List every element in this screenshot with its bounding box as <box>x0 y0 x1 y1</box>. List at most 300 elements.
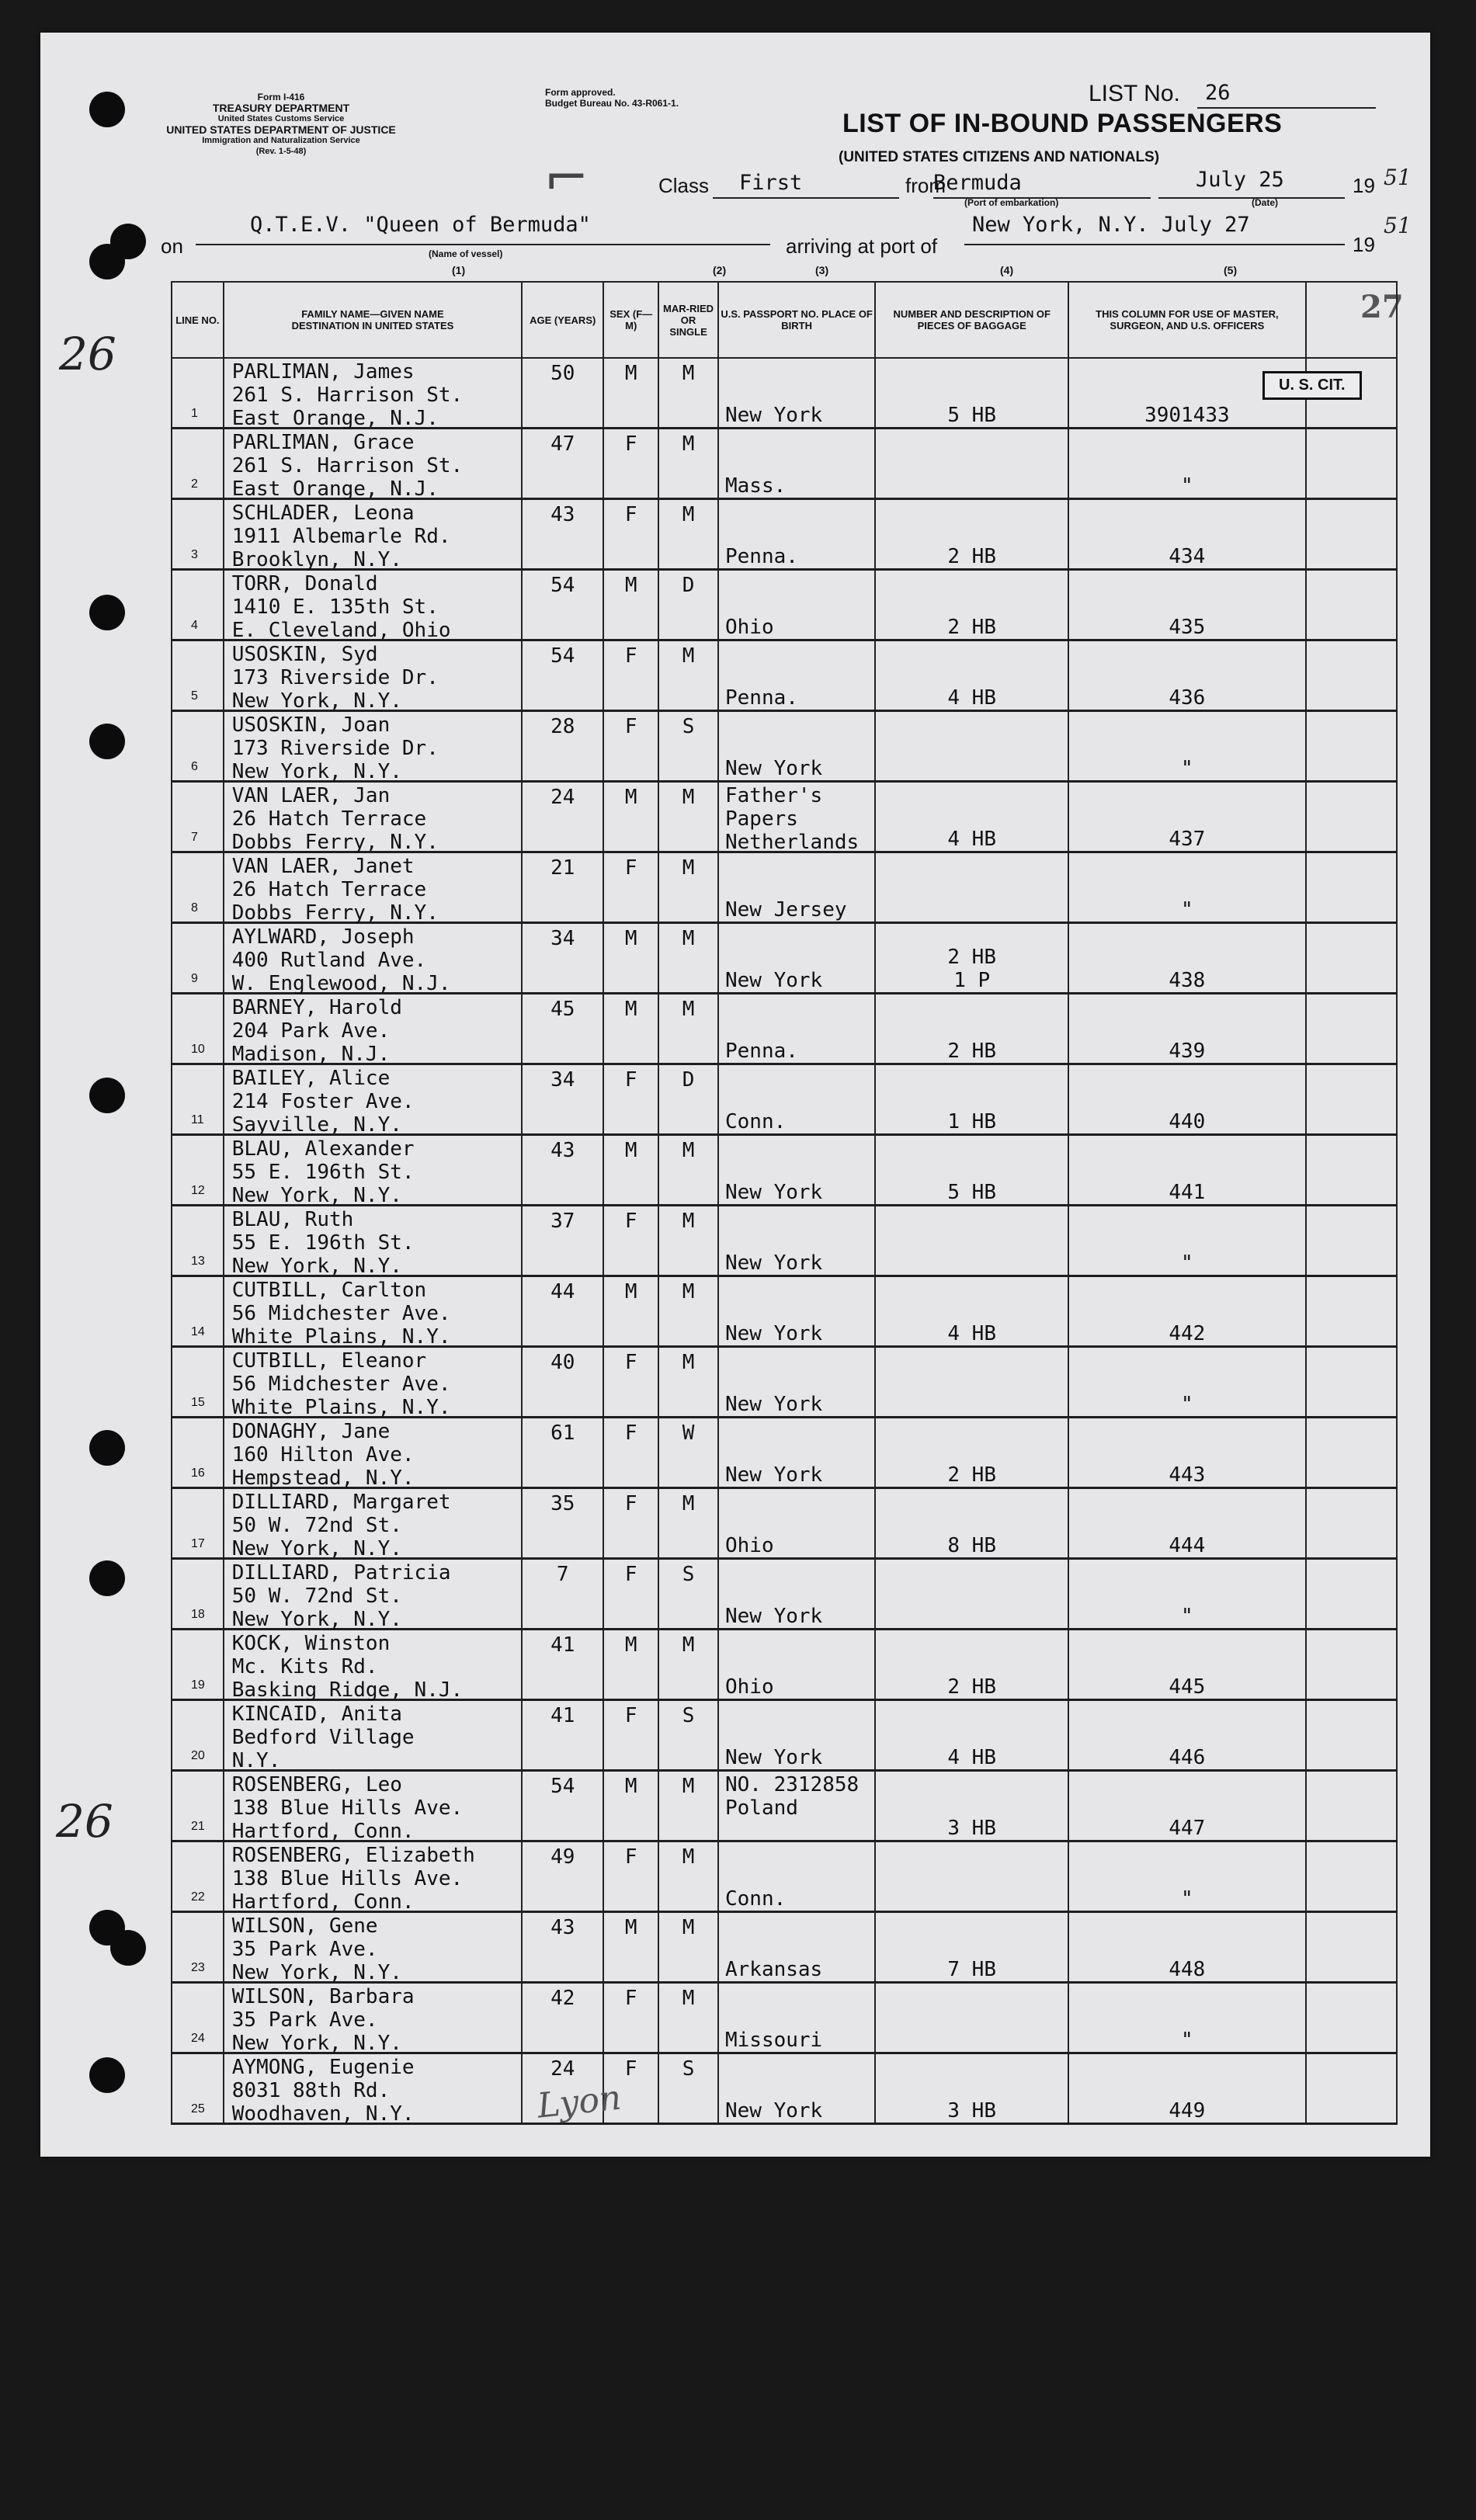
place-cell <box>718 1771 875 1841</box>
baggage-cell <box>875 782 1068 852</box>
name-cell <box>224 1630 522 1700</box>
baggage: 4 HB <box>947 828 996 851</box>
place-cell <box>718 1983 875 2053</box>
age-cell <box>522 570 603 640</box>
baggage: 2 HB 1 P <box>947 946 996 992</box>
blank-cell <box>1306 429 1397 499</box>
place-cell <box>718 1135 875 1206</box>
baggage-cell <box>875 1418 1068 1488</box>
baggage-cell <box>875 1559 1068 1630</box>
officer-cell <box>1068 1064 1305 1135</box>
officer-number: " <box>1181 2029 1193 2052</box>
class-value: First <box>739 171 803 195</box>
place-of-birth: Penna. <box>724 1040 798 1063</box>
arriving-label: arriving at port of <box>786 234 938 258</box>
age-cell <box>522 782 603 852</box>
age-cell <box>522 1135 603 1206</box>
baggage: 2 HB <box>947 1463 996 1487</box>
blank-cell <box>1306 1347 1397 1418</box>
officer-cell <box>1068 2053 1305 2124</box>
line-number: 18 <box>191 1608 205 1621</box>
binder-hole <box>89 1560 125 1596</box>
baggage-cell <box>875 429 1068 499</box>
officer-number: 444 <box>1169 1534 1206 1557</box>
passenger-marital-status: M <box>682 1492 695 1515</box>
approved-text: Form approved. <box>545 87 616 98</box>
passenger-age: 34 <box>550 927 575 950</box>
baggage-cell <box>875 570 1068 640</box>
blank-cell <box>1306 640 1397 711</box>
binder-hole <box>110 1930 146 1966</box>
place-of-birth: Ohio <box>724 1675 774 1699</box>
line-number: 8 <box>191 901 198 915</box>
name-cell <box>224 1276 522 1347</box>
form-header-left <box>126 92 436 157</box>
marital-cell <box>658 1771 718 1841</box>
handwritten-signature: Lyon <box>535 2077 623 2126</box>
age-cell <box>522 1771 603 1841</box>
officer-cell <box>1068 1347 1305 1418</box>
name-cell <box>224 1983 522 2053</box>
header-destination: DESTINATION IN UNITED STATES <box>291 320 454 331</box>
officer-cell <box>1068 711 1305 782</box>
col-num-3: (3) <box>815 264 829 276</box>
line-number-cell <box>172 994 224 1064</box>
baggage: 4 HB <box>947 1746 996 1769</box>
name-cell <box>224 1559 522 1630</box>
place-of-birth: New York <box>724 1251 823 1275</box>
place-cell <box>718 1630 875 1700</box>
place-cell <box>718 1206 875 1276</box>
passenger-name-address: ROSENBERG, Elizabeth 138 Blue Hills Ave. Hartford, Conn. <box>231 1844 475 1914</box>
officer-number: 442 <box>1169 1322 1206 1345</box>
sex-cell <box>603 1064 658 1135</box>
baggage-cell <box>875 1630 1068 1700</box>
line-number-cell <box>172 1064 224 1135</box>
age-cell <box>522 852 603 923</box>
passenger-age: 35 <box>550 1492 575 1515</box>
passenger-marital-status: M <box>682 503 695 526</box>
sex-cell <box>603 923 658 994</box>
age-cell <box>522 499 603 570</box>
passenger-name-address: BARNEY, Harold 204 Park Ave. Madison, N.J. <box>231 996 402 1066</box>
passenger-sex: M <box>624 927 637 950</box>
age-cell <box>522 640 603 711</box>
baggage-cell <box>875 1841 1068 1912</box>
table-row <box>172 2053 1397 2124</box>
officer-number: " <box>1181 1887 1193 1911</box>
baggage: 1 HB <box>947 1110 996 1133</box>
binder-hole <box>110 224 146 259</box>
officer-number: 447 <box>1169 1817 1206 1840</box>
name-cell <box>224 1771 522 1841</box>
baggage: 4 HB <box>947 1322 996 1345</box>
passenger-name-address: VAN LAER, Janet 26 Hatch Terrace Dobbs Ferry, N.Y. <box>231 855 439 925</box>
line-number: 12 <box>191 1184 205 1197</box>
officer-number: 440 <box>1169 1110 1206 1133</box>
passenger-age: 43 <box>550 1916 575 1939</box>
place-cell <box>718 499 875 570</box>
place-cell <box>718 852 875 923</box>
line-number: 19 <box>191 1678 205 1692</box>
baggage-cell <box>875 1135 1068 1206</box>
sex-cell <box>603 358 658 429</box>
marital-cell <box>658 2053 718 2124</box>
line-number-cell <box>172 1206 224 1276</box>
sex-cell <box>603 1135 658 1206</box>
table-row <box>172 1983 1397 2053</box>
immigration-service: Immigration and Naturalization Service <box>202 136 360 145</box>
place-of-birth: Missouri <box>724 2029 823 2052</box>
name-cell <box>224 358 522 429</box>
marital-cell <box>658 1418 718 1488</box>
passenger-sex: F <box>624 2057 637 2081</box>
blank-cell <box>1306 923 1397 994</box>
place-cell <box>718 994 875 1064</box>
line-number-cell <box>172 429 224 499</box>
name-cell <box>224 499 522 570</box>
line-number-cell <box>172 923 224 994</box>
manifest-subtitle: (UNITED STATES CITIZENS AND NATIONALS) <box>839 149 1160 165</box>
form-approval <box>545 87 679 109</box>
line-number: 20 <box>191 1749 205 1762</box>
name-cell <box>224 1135 522 1206</box>
on-label: on <box>161 234 183 258</box>
place-of-birth: New York <box>724 969 823 992</box>
marital-cell <box>658 994 718 1064</box>
arrival-year-prefix: 19 <box>1353 233 1375 256</box>
line-number-cell <box>172 1559 224 1630</box>
passenger-name-address: DONAGHY, Jane 160 Hilton Ave. Hempstead, N.Y. <box>231 1420 415 1490</box>
name-cell <box>224 1912 522 1983</box>
officer-number: " <box>1181 898 1193 922</box>
sex-cell <box>603 1488 658 1559</box>
age-cell <box>522 1488 603 1559</box>
sex-cell <box>603 1771 658 1841</box>
passenger-age: 50 <box>550 362 575 385</box>
blank-cell <box>1306 1559 1397 1630</box>
passenger-age: 54 <box>550 574 575 597</box>
place-of-birth: Penna. <box>724 686 798 710</box>
passenger-age: 28 <box>550 715 575 738</box>
passenger-marital-status: D <box>682 574 695 597</box>
officer-cell <box>1068 429 1305 499</box>
line-number-cell <box>172 1418 224 1488</box>
place-cell <box>718 782 875 852</box>
line-number: 6 <box>191 760 198 773</box>
marital-cell <box>658 1559 718 1630</box>
passenger-marital-status: S <box>682 715 695 738</box>
name-cell <box>224 994 522 1064</box>
name-cell <box>224 782 522 852</box>
sex-cell <box>603 429 658 499</box>
place-of-birth: Ohio <box>724 616 774 639</box>
sex-cell <box>603 994 658 1064</box>
passenger-age: 41 <box>550 1704 575 1727</box>
binder-hole <box>89 92 125 127</box>
marital-cell <box>658 570 718 640</box>
passenger-name-address: SCHLADER, Leona 1911 Albemarle Rd. Brooklyn, N.Y. <box>231 502 451 571</box>
officer-number: 435 <box>1169 616 1206 639</box>
blank-cell <box>1306 1418 1397 1488</box>
age-cell <box>522 1841 603 1912</box>
class-label: Class <box>658 174 710 197</box>
passenger-name-address: BLAU, Alexander 55 E. 196th St. New York, N.Y. <box>231 1137 415 1207</box>
marital-cell <box>658 1983 718 2053</box>
passenger-name-address: BAILEY, Alice 214 Foster Ave. Sayville, N.Y. <box>231 1067 415 1137</box>
name-cell <box>224 1488 522 1559</box>
baggage: 2 HB <box>947 1040 996 1063</box>
marital-cell <box>658 640 718 711</box>
officer-number: 438 <box>1169 969 1206 992</box>
blank-cell <box>1306 994 1397 1064</box>
line-number-cell <box>172 1700 224 1771</box>
officer-cell <box>1068 1630 1305 1700</box>
name-cell <box>224 1347 522 1418</box>
passenger-age: 43 <box>550 503 575 526</box>
passenger-name-address: WILSON, Barbara 35 Park Ave. New York, N.Y. <box>231 1985 415 2055</box>
place-of-birth: New Jersey <box>724 898 847 922</box>
place-cell <box>718 1841 875 1912</box>
marital-cell <box>658 429 718 499</box>
officer-cell <box>1068 1135 1305 1206</box>
age-cell <box>522 1983 603 2053</box>
line-number-cell <box>172 1630 224 1700</box>
passenger-sex: F <box>624 1845 637 1869</box>
name-cell <box>224 1418 522 1488</box>
marital-cell <box>658 782 718 852</box>
passenger-marital-status: M <box>682 1210 695 1233</box>
passenger-age: 37 <box>550 1210 575 1233</box>
date-value: July 25 <box>1196 168 1284 192</box>
header-passport: U.S. PASSPORT NO. PLACE OF BIRTH <box>718 282 875 358</box>
passenger-marital-status: S <box>682 1704 695 1727</box>
age-cell <box>522 1064 603 1135</box>
blank-cell <box>1306 1276 1397 1347</box>
passenger-marital-status: M <box>682 1351 695 1374</box>
baggage-cell <box>875 1700 1068 1771</box>
passenger-marital-status: M <box>682 1280 695 1303</box>
officer-cell <box>1068 1276 1305 1347</box>
sex-cell <box>603 1630 658 1700</box>
name-cell <box>224 570 522 640</box>
blank-cell <box>1306 1064 1397 1135</box>
table-row <box>172 1700 1397 1771</box>
baggage-cell <box>875 923 1068 994</box>
place-of-birth: New York <box>724 1605 823 1628</box>
officer-number: " <box>1181 1605 1193 1628</box>
officer-cell <box>1068 570 1305 640</box>
sex-cell <box>603 1983 658 2053</box>
age-cell <box>522 1559 603 1630</box>
line-number-cell <box>172 1488 224 1559</box>
header-age: AGE (YEARS) <box>522 282 603 358</box>
baggage-cell <box>875 1347 1068 1418</box>
passenger-sex: M <box>624 1775 637 1798</box>
age-cell <box>522 1630 603 1700</box>
place-cell <box>718 640 875 711</box>
passenger-sex: M <box>624 1139 637 1162</box>
line-number: 25 <box>191 2102 205 2116</box>
passenger-sex: M <box>624 786 637 809</box>
place-of-birth: New York <box>724 1322 823 1345</box>
blank-cell <box>1306 570 1397 640</box>
passenger-marital-status: M <box>682 998 695 1021</box>
passenger-age: 42 <box>550 1987 575 2010</box>
officer-cell <box>1068 1206 1305 1276</box>
passenger-sex: F <box>624 1421 637 1445</box>
place-cell <box>718 1912 875 1983</box>
binder-hole <box>89 1078 125 1113</box>
passenger-sex: M <box>624 1633 637 1657</box>
place-of-birth: New York <box>724 1181 823 1204</box>
baggage-cell <box>875 499 1068 570</box>
sex-cell <box>603 1206 658 1276</box>
officer-number: 445 <box>1169 1675 1206 1699</box>
place-cell <box>718 358 875 429</box>
officer-cell <box>1068 994 1305 1064</box>
table-row <box>172 923 1397 994</box>
baggage: 2 HB <box>947 616 996 639</box>
name-cell <box>224 2053 522 2124</box>
place-cell <box>718 1276 875 1347</box>
treasury-dept: TREASURY DEPARTMENT <box>212 102 350 114</box>
passenger-marital-status: M <box>682 432 695 456</box>
table-row <box>172 1206 1397 1276</box>
passenger-table <box>171 281 1398 2125</box>
baggage: 4 HB <box>947 686 996 710</box>
blank-cell <box>1306 1135 1397 1206</box>
name-cell <box>224 711 522 782</box>
line-number-cell <box>172 570 224 640</box>
table-row <box>172 358 1397 429</box>
line-number-cell <box>172 1347 224 1418</box>
revision: (Rev. 1-5-48) <box>255 147 307 156</box>
baggage: 8 HB <box>947 1534 996 1557</box>
passenger-sex: M <box>624 1916 637 1939</box>
name-cell <box>224 640 522 711</box>
passenger-name-address: BLAU, Ruth 55 E. 196th St. New York, N.Y. <box>231 1208 415 1278</box>
sex-cell <box>603 782 658 852</box>
officer-number: 439 <box>1169 1040 1206 1063</box>
line-number-cell <box>172 1276 224 1347</box>
passenger-sex: F <box>624 1492 637 1515</box>
passenger-age: 54 <box>550 644 575 668</box>
officer-cell <box>1068 640 1305 711</box>
baggage-cell <box>875 1771 1068 1841</box>
marital-cell <box>658 358 718 429</box>
list-label: LIST No. <box>1089 81 1180 106</box>
passenger-sex: F <box>624 432 637 456</box>
blank-cell <box>1306 782 1397 852</box>
line-number-cell <box>172 358 224 429</box>
passenger-sex: F <box>624 1563 637 1586</box>
age-cell <box>522 1206 603 1276</box>
name-cell <box>224 1206 522 1276</box>
blank-cell <box>1306 1488 1397 1559</box>
marital-cell <box>658 1912 718 1983</box>
officer-number: 443 <box>1169 1463 1206 1487</box>
line-number-cell <box>172 711 224 782</box>
blank-cell <box>1306 1912 1397 1983</box>
margin-note-top: 26 <box>59 328 116 380</box>
officer-cell <box>1068 923 1305 994</box>
marital-cell <box>658 1700 718 1771</box>
marital-cell <box>658 1841 718 1912</box>
blank-cell <box>1306 1983 1397 2053</box>
port-embark-caption: (Port of embarkation) <box>964 197 1059 208</box>
line-number: 9 <box>191 972 198 985</box>
line-number: 15 <box>191 1396 205 1409</box>
place-of-birth: Arkansas <box>724 1958 823 1981</box>
passenger-sex: F <box>624 856 637 880</box>
table-row <box>172 1841 1397 1912</box>
place-of-birth: New York <box>724 1393 823 1416</box>
passenger-age: 43 <box>550 1139 575 1162</box>
baggage-cell <box>875 994 1068 1064</box>
age-cell <box>522 1276 603 1347</box>
baggage: 5 HB <box>947 1181 996 1204</box>
table-row <box>172 1488 1397 1559</box>
baggage-cell <box>875 1912 1068 1983</box>
header-family-name: FAMILY NAME—GIVEN NAME <box>301 308 444 320</box>
baggage-cell <box>875 1276 1068 1347</box>
col-num-5: (5) <box>1224 264 1238 276</box>
marital-cell <box>658 1347 718 1418</box>
officer-number: 434 <box>1169 545 1206 568</box>
margin-note-bottom: 26 <box>56 1795 113 1848</box>
passenger-name-address: KINCAID, Anita Bedford Village N.Y. <box>231 1703 415 1772</box>
marital-cell <box>658 852 718 923</box>
place-of-birth: New York <box>724 1463 823 1487</box>
officer-cell <box>1068 1983 1305 2053</box>
us-citizen-stamp: U. S. CIT. <box>1262 371 1362 400</box>
passenger-marital-status: W <box>682 1421 695 1445</box>
officer-cell <box>1068 1771 1305 1841</box>
binder-hole <box>89 595 125 630</box>
blank-cell <box>1306 499 1397 570</box>
passenger-age: 7 <box>556 1563 569 1586</box>
passenger-marital-status: M <box>682 644 695 668</box>
blank-cell <box>1306 1206 1397 1276</box>
blank-cell <box>1306 1771 1397 1841</box>
date-year: 51 <box>1384 165 1412 190</box>
officer-number: " <box>1181 474 1193 498</box>
customs-service: United States Customs Service <box>217 114 345 123</box>
line-number: 23 <box>191 1961 205 1974</box>
name-cell <box>224 852 522 923</box>
sex-cell <box>603 640 658 711</box>
table-row <box>172 1912 1397 1983</box>
marital-cell <box>658 711 718 782</box>
passenger-sex: F <box>624 644 637 668</box>
passenger-sex: M <box>624 998 637 1021</box>
baggage-cell <box>875 358 1068 429</box>
passenger-name-address: DILLIARD, Patricia 50 W. 72nd St. New York, N.Y. <box>231 1561 451 1631</box>
officer-number: " <box>1181 1251 1193 1275</box>
form-number: Form I-416 <box>257 92 305 102</box>
passenger-age: 24 <box>550 2057 575 2081</box>
baggage-cell <box>875 1206 1068 1276</box>
passenger-age: 47 <box>550 432 575 456</box>
baggage-cell <box>875 711 1068 782</box>
passenger-name-address: VAN LAER, Jan 26 Hatch Terrace Dobbs Ferry, N.Y. <box>231 784 439 854</box>
vessel-caption: (Name of vessel) <box>429 248 503 259</box>
marital-cell <box>658 1206 718 1276</box>
baggage-cell <box>875 2053 1068 2124</box>
passenger-sex: F <box>624 1210 637 1233</box>
passenger-name-address: KOCK, Winston Mc. Kits Rd. Basking Ridge, N.J. <box>231 1632 464 1702</box>
